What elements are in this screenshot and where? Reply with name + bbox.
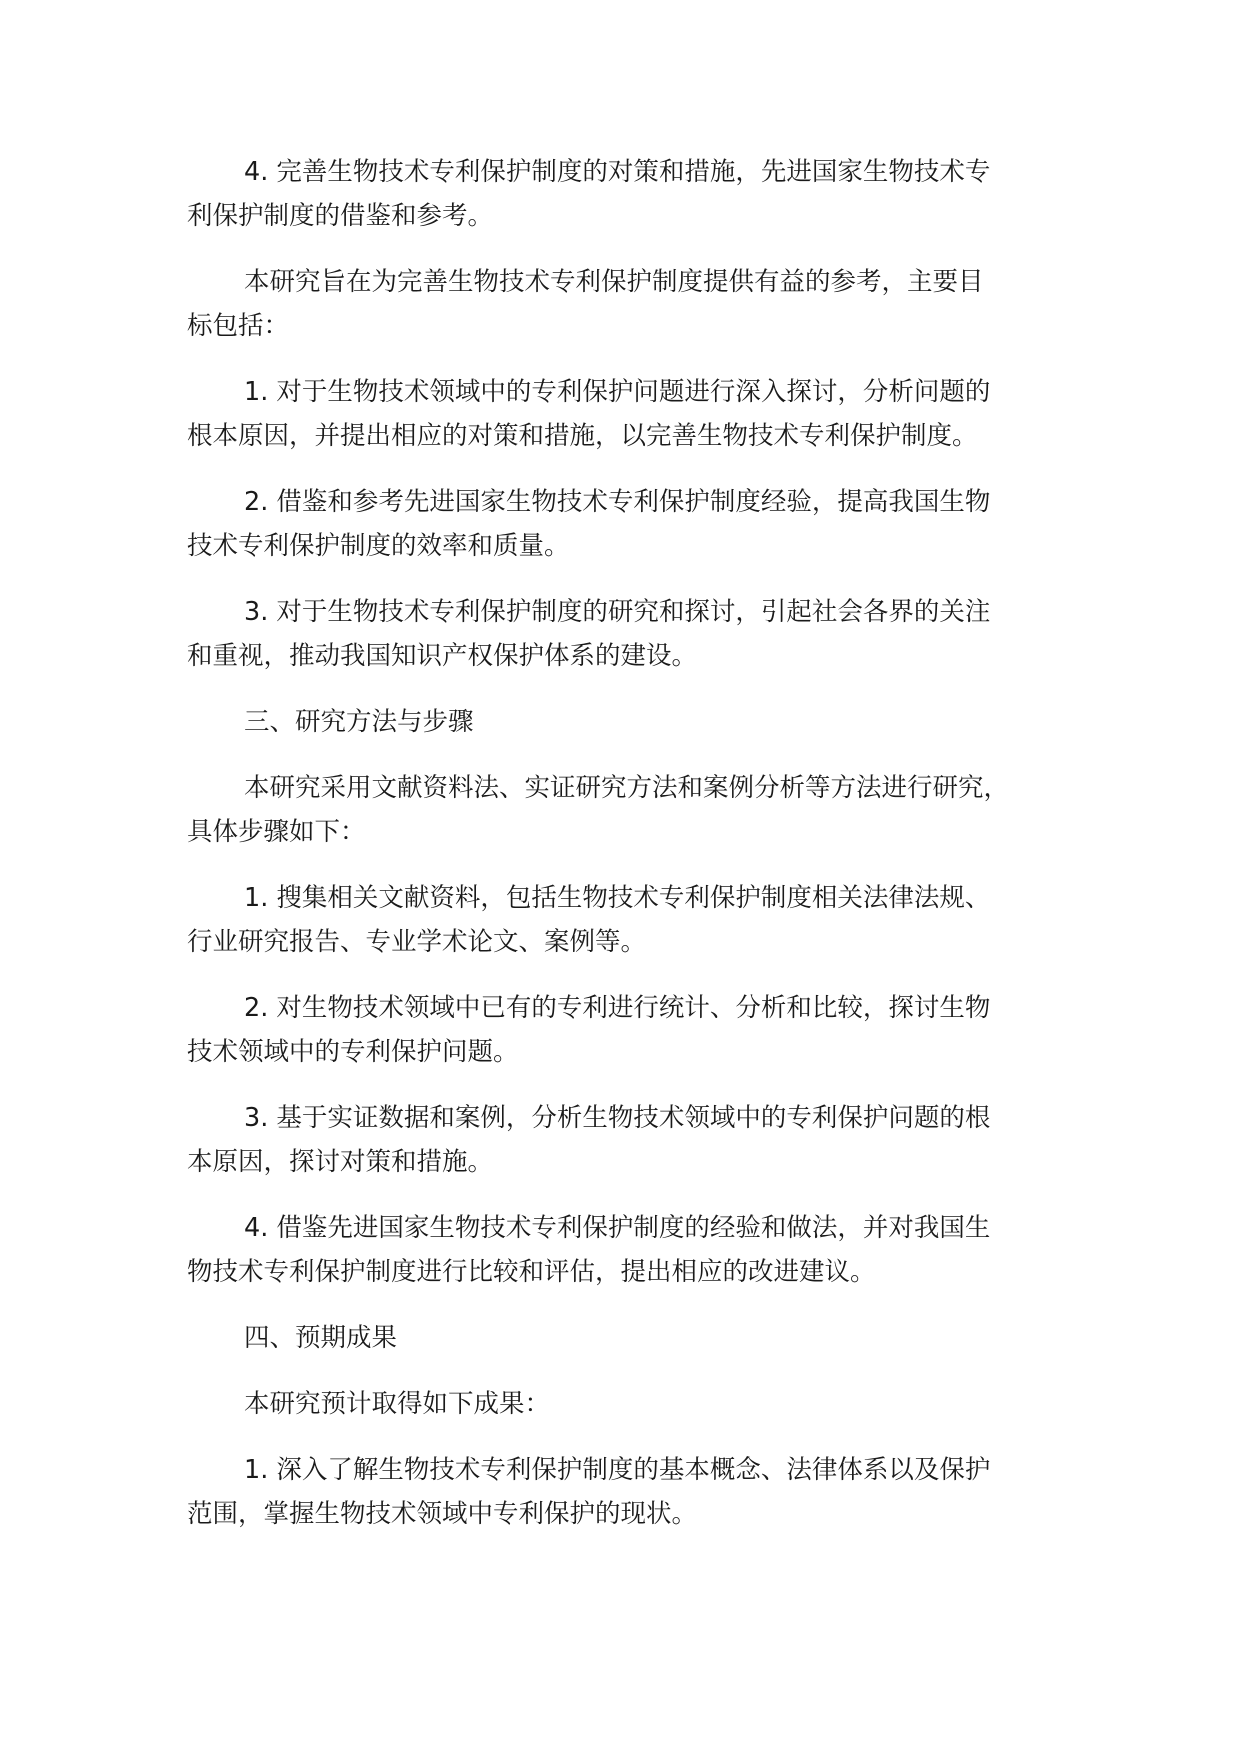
paragraph-line: 根本原因，并提出相应的对策和措施，以完善生物技术专利保护制度。	[187, 421, 978, 451]
paragraph-line: 和重视，推动我国知识产权保护体系的建设。	[187, 641, 698, 671]
paragraph-goal-1	[187, 370, 1087, 458]
paragraph-line: 具体步骤如下：	[187, 817, 366, 847]
paragraph-line: 2. 对生物技术领域中已有的专利进行统计、分析和比较，探讨生物	[244, 993, 991, 1023]
paragraph-line: 本研究预计取得如下成果：	[244, 1389, 551, 1419]
paragraph-line: 4. 借鉴先进国家生物技术专利保护制度的经验和做法，并对我国生	[244, 1213, 991, 1243]
paragraph-line: 利保护制度的借鉴和参考。	[187, 201, 494, 231]
paragraph-step-1	[187, 876, 1087, 964]
paragraph-line: 本原因，探讨对策和措施。	[187, 1147, 494, 1177]
paragraph-line: 行业研究报告、专业学术论文、案例等。	[187, 927, 647, 957]
paragraph-line: 3. 对于生物技术专利保护制度的研究和探讨，引起社会各界的关注	[244, 597, 991, 627]
paragraph-step-3	[187, 1096, 1087, 1184]
paragraph-step-4	[187, 1206, 1087, 1294]
paragraph-item-4-countermeasures	[187, 150, 1087, 238]
paragraph-line: 技术专利保护制度的效率和质量。	[187, 531, 570, 561]
document-body	[187, 150, 1087, 1558]
paragraph-step-2	[187, 986, 1087, 1074]
paragraph-goal-3	[187, 590, 1087, 678]
paragraph-line: 3. 基于实证数据和案例，分析生物技术领域中的专利保护问题的根	[244, 1103, 991, 1133]
paragraph-line: 物技术专利保护制度进行比较和评估，提出相应的改进建议。	[187, 1257, 876, 1287]
section-heading-text: 四、预期成果	[244, 1323, 398, 1353]
paragraph-line: 1. 对于生物技术领域中的专利保护问题进行深入探讨，分析问题的	[244, 377, 991, 407]
paragraph-outcomes-intro	[187, 1382, 1087, 1426]
section-heading-methods	[187, 700, 1087, 744]
paragraph-line: 本研究采用文献资料法、实证研究方法和案例分析等方法进行研究，	[244, 773, 1010, 803]
paragraph-line: 本研究旨在为完善生物技术专利保护制度提供有益的参考，主要目	[244, 267, 984, 297]
paragraph-line: 2. 借鉴和参考先进国家生物技术专利保护制度经验，提高我国生物	[244, 487, 991, 517]
paragraph-line: 技术领域中的专利保护问题。	[187, 1037, 519, 1067]
paragraph-line: 4. 完善生物技术专利保护制度的对策和措施，先进国家生物技术专	[244, 157, 991, 187]
paragraph-outcome-1	[187, 1448, 1087, 1536]
paragraph-research-aim	[187, 260, 1087, 348]
section-heading-outcomes	[187, 1316, 1087, 1360]
section-heading-text: 三、研究方法与步骤	[244, 707, 474, 737]
paragraph-line: 1. 搜集相关文献资料，包括生物技术专利保护制度相关法律法规、	[244, 883, 991, 913]
paragraph-methods-intro	[187, 766, 1087, 854]
paragraph-line: 标包括：	[187, 311, 290, 341]
paragraph-line: 范围，掌握生物技术领域中专利保护的现状。	[187, 1499, 698, 1529]
paragraph-line: 1. 深入了解生物技术专利保护制度的基本概念、法律体系以及保护	[244, 1455, 991, 1485]
paragraph-goal-2	[187, 480, 1087, 568]
